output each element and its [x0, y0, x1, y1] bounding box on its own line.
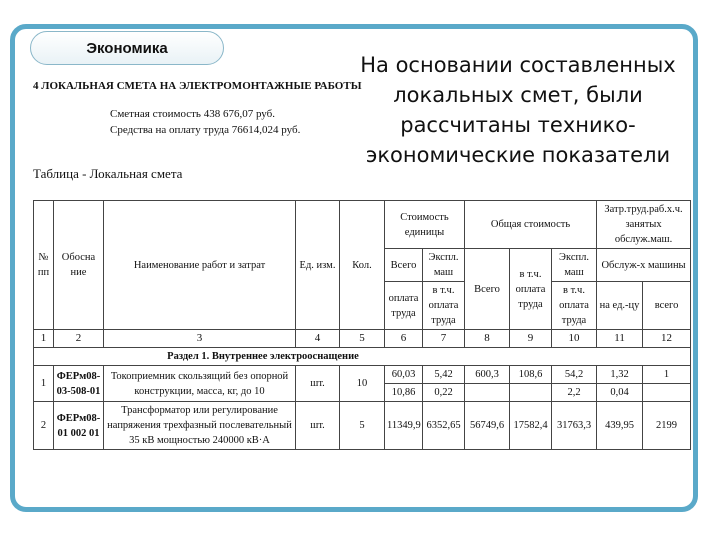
section-tab[interactable]: Экономика — [30, 31, 224, 65]
section-title: Раздел 1. Внутреннее электрооснащение — [104, 348, 423, 366]
row-v6: 60,03 — [385, 366, 423, 384]
row-v10: 54,2 — [552, 366, 597, 384]
row-v9: 17582,4 — [510, 402, 552, 450]
header-unit-labor: оплата труда — [385, 282, 423, 330]
table-caption: Таблица - Локальная смета — [33, 166, 183, 181]
row-name: Токоприемник скользящий без опорной конструкции, масса, кг, до 10 — [104, 366, 296, 402]
header-unit-op-wages: в т.ч. оплата труда — [423, 282, 465, 330]
slide-title: На основании составленных локальных смет, были рассчитаны технико-экономические показатели — [360, 53, 676, 167]
col-num-7: 7 — [423, 330, 465, 348]
row-s10: 2,2 — [552, 384, 597, 402]
col-num-1: 1 — [34, 330, 54, 348]
row-code: ФЕРм08-03-508-01 — [54, 366, 104, 402]
col-num-8: 8 — [465, 330, 510, 348]
header-serviced-machines: Обслуж-х машины — [597, 249, 691, 282]
row-v12: 2199 — [643, 402, 691, 450]
row-v12: 1 — [643, 366, 691, 384]
row-qty: 10 — [340, 366, 385, 402]
col-num-11: 11 — [597, 330, 643, 348]
col-num-4: 4 — [296, 330, 340, 348]
col-num-12: 12 — [643, 330, 691, 348]
estimate-table — [33, 200, 691, 450]
header-total-wages: в т.ч. оплата труда — [510, 249, 552, 330]
row-v11: 1,32 — [597, 366, 643, 384]
header-name: Наименование работ и затрат — [104, 201, 296, 330]
row-code: ФЕРм08-01 002 01 — [54, 402, 104, 450]
header-num: № пп — [34, 201, 54, 330]
estimated-cost: Сметная стоимость 438 676,07 руб. — [110, 108, 275, 120]
header-row-1 — [34, 201, 691, 249]
document-heading: 4 ЛОКАЛЬНАЯ СМЕТА НА ЭЛЕКТРОМОНТАЖНЫЕ РАБОТЫ — [33, 80, 362, 92]
header-unit: Ед. изм. — [296, 201, 340, 330]
header-unit-total: Всего — [385, 249, 423, 282]
header-total-cost: Общая стоимость — [465, 201, 597, 249]
header-unit-cost: Стоимость единицы — [385, 201, 465, 249]
header-unit-operation: Экспл. маш — [423, 249, 465, 282]
row-unit: шт. — [296, 366, 340, 402]
header-all: всего — [643, 282, 691, 330]
row-qty: 5 — [340, 402, 385, 450]
row-s7: 0,22 — [423, 384, 465, 402]
col-num-2: 2 — [54, 330, 104, 348]
row-v7: 6352,65 — [423, 402, 465, 450]
column-number-row — [34, 330, 691, 348]
row-v10: 31763,3 — [552, 402, 597, 450]
row-name: Трансформатор или регулирование напряжения трехфазный послевательный 35 кВ мощностью 240000 кВ·А — [104, 402, 296, 450]
row-num: 2 — [34, 402, 54, 450]
header-total-op-wages: в т.ч. оплата труда — [552, 282, 597, 330]
row-num: 1 — [34, 366, 54, 402]
header-qty: Кол. — [340, 201, 385, 330]
row-v6: 11349,9 — [385, 402, 423, 450]
header-basis: Обосна ние — [54, 201, 104, 330]
section-row — [34, 348, 691, 366]
header-total-operation: Экспл. маш — [552, 249, 597, 282]
estimate-table-wrapper — [33, 200, 691, 450]
row-v11: 439,95 — [597, 402, 643, 450]
col-num-9: 9 — [510, 330, 552, 348]
col-num-5: 5 — [340, 330, 385, 348]
row-v8: 56749,6 — [465, 402, 510, 450]
labor-funds: Средства на оплату труда 76614,024 руб. — [110, 124, 301, 136]
col-num-10: 10 — [552, 330, 597, 348]
header-per-unit: на ед.-цу — [597, 282, 643, 330]
row-v9: 108,6 — [510, 366, 552, 384]
header-total-all: Всего — [465, 249, 510, 330]
row-v8: 600,3 — [465, 366, 510, 384]
col-num-6: 6 — [385, 330, 423, 348]
row-unit: шт. — [296, 402, 340, 450]
header-labor-costs: Затр.труд.раб.х.ч. занятых обслуж.маш. — [597, 201, 691, 249]
row-v7: 5,42 — [423, 366, 465, 384]
row-s6: 10,86 — [385, 384, 423, 402]
row-s11: 0,04 — [597, 384, 643, 402]
table-row — [34, 366, 691, 384]
col-num-3: 3 — [104, 330, 296, 348]
table-row — [34, 402, 691, 450]
